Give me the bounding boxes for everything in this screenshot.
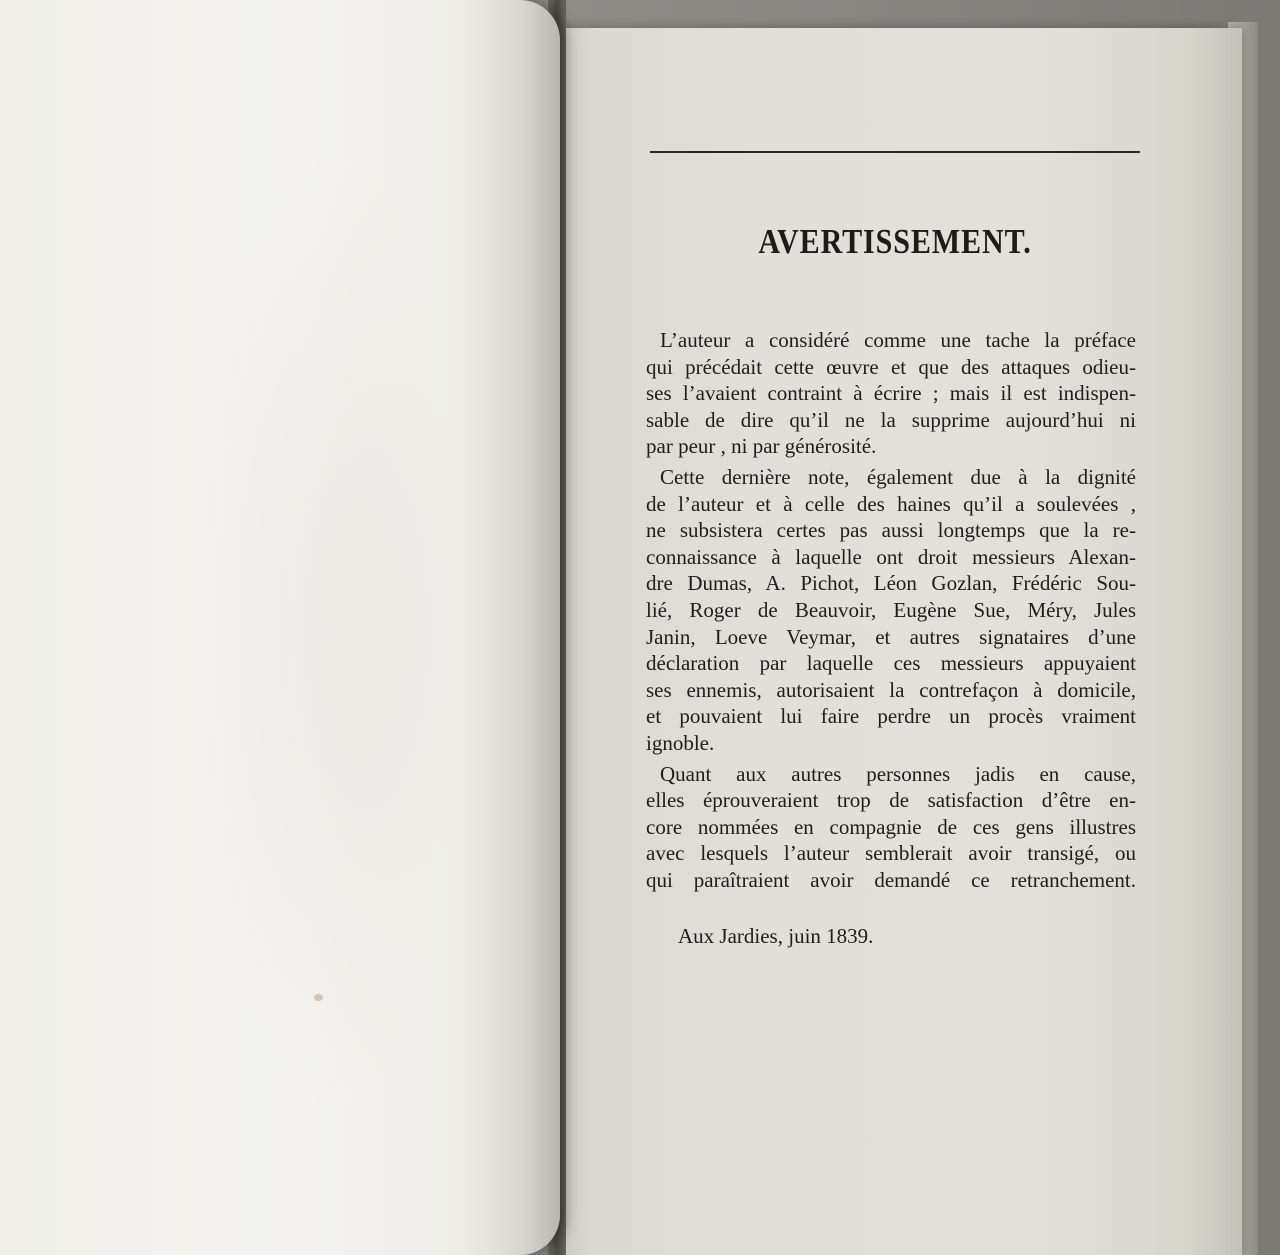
text-line: core nommées en compagnie de ces gens illustres [646, 814, 1136, 839]
text-line: Cette dernière note, également due à la dignité [660, 464, 1136, 489]
body-text [646, 327, 1136, 897]
text-line: déclaration par laquelle ces messieurs appuyaient [646, 651, 1136, 676]
left-page-blank [0, 0, 560, 1255]
text-line: Janin, Loeve Veymar, et autres signataires d’une [646, 624, 1136, 649]
page-title: AVERTISSEMENT. [758, 222, 1032, 261]
text-line: qui paraîtraient avoir demandé ce retranchement. [646, 867, 1136, 892]
text-line: et pouvaient lui faire perdre un procès vraiment [646, 704, 1136, 729]
text-line: dre Dumas, A. Pichot, Léon Gozlan, Frédéric Sou- [646, 571, 1136, 596]
text-line: connaissance à laquelle ont droit messieurs Alexan- [646, 544, 1136, 569]
signoff-date-line: Aux Jardies, juin 1839. [678, 924, 874, 948]
text-line: ses l’avaient contraint à écrire ; mais il est indispen- [646, 381, 1136, 406]
text-line: avec lesquels l’auteur semblerait avoir transigé, ou [646, 841, 1136, 866]
text-line: elles éprouveraient trop de satisfaction d’être en- [646, 788, 1136, 813]
paragraph-2 [646, 464, 1136, 757]
paragraph-1 [646, 327, 1136, 460]
text-line: de l’auteur et à celle des haines qu’il a soulevées , [646, 491, 1136, 516]
text-line: Quant aux autres personnes jadis en cause, [660, 761, 1136, 786]
text-line: lié, Roger de Beauvoir, Eugène Sue, Méry, Jules [646, 597, 1136, 622]
text-line: par peur , ni par générosité. [646, 434, 877, 459]
text-line: ignoble. [646, 730, 715, 755]
foxing-spot [314, 994, 323, 1001]
text-line: L’auteur a considéré comme une tache la préface [660, 328, 1136, 352]
text-line: ses ennemis, autorisaient la contrefaçon à domicile, [646, 677, 1136, 702]
paragraph-3 [646, 761, 1136, 894]
text-line: ne subsistera certes pas aussi longtemps que la re- [646, 518, 1136, 543]
header-rule [650, 151, 1140, 153]
text-line: qui précédait cette œuvre et que des attaques odieu- [646, 354, 1136, 379]
text-line: sable de dire qu’il ne la supprime aujourd’hui ni [646, 407, 1136, 432]
